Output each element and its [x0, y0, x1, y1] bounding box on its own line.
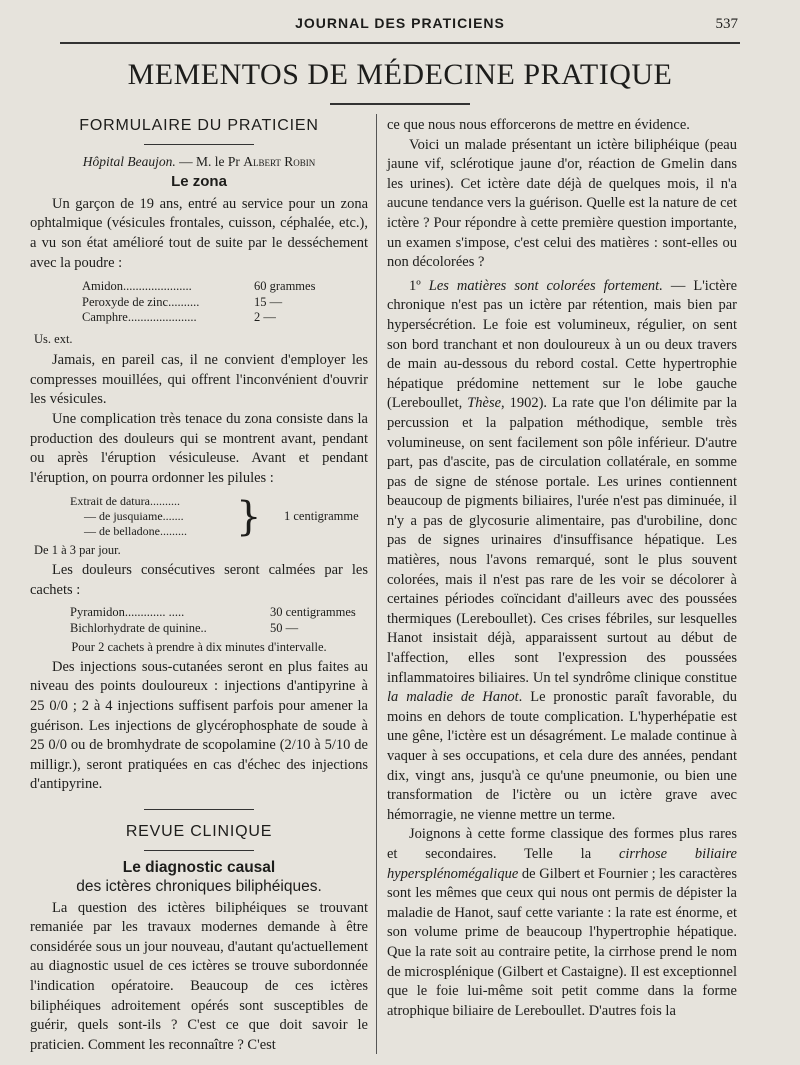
text-run: , 1902). La rate que l'on délimite par la percussion et la palpation méthodique, semble très volumineuse, on sent facilement son pôle inférieur. D'autre part, pas d'ascite, pas de circulation collatérale, en somme pas de signe de sténose portale. Les urines contiennent beaucoup de pigments biliaires, l'urée n'est pas diminuée, il n'y a pas de glycosurie alimentaire, pas d'urobiline, donc pas de signes urinaires d'insuffisance hépatique. Les matières, nous l'avons remarqué, sont le plus souvent colorées, mais il n'est pas rare de les voir se décolorer à certaines périodes coïncidant d'ailleurs avec des poussées thermiques (Lereboullet). Ces crises fébriles, sur lesquelles Hanot insistait déjà, apparaissent surtout au début de l'affection, elles sont l'expression des poussées inflammatoires biliaires. Un tel syndrôme clinique constitue — [387, 395, 737, 686]
italic-run: Les matières sont colorées fortement. — [428, 277, 663, 294]
rx-dose: 60 grammes — [254, 279, 316, 294]
rx-row — [82, 295, 368, 311]
text-run: de Gilbert et Fournier ; les caractères sont les mêmes que ceux qui nous ont permis de dépister la maladie de Hanot, sauf cette variante : la rate est énorme, et son volume prime de beaucoup l'hypertrophie hépatique. Que la rate soit au contraire petite, la cirrhose prend le nom de microsplénique (Gilbert et Castaigne). Il est exceptionnel que le foie lui-même soit petit comme dans la forme atrophique biliaire de Lereboullet. D'autres fois la — [387, 865, 737, 1019]
paragraph: La question des ictères biliphéiques se trouvant remaniée par les travaux modernes demande à être considérée sous un jour nouveau, d'autant qu'actuellement au diagnostic usuel de ces ictères se trouve subordonnée l'indication opératoire. Beaucoup de ces ictères biliphéiques adroitement opérés sont susceptibles de guérir, quels sont-ils ? C'est ce que doit savoir le praticien. Comment les reconnaître ? C'est — [30, 899, 368, 1053]
rx-dose: 50 — — [270, 620, 299, 635]
main-title: MEMENTOS DE MÉDECINE PRATIQUE — [127, 58, 673, 91]
column-divider — [376, 114, 377, 1054]
right-column — [387, 116, 737, 1021]
rx-dose: 30 centigrammes — [270, 605, 356, 620]
author-name: Albert Robin — [243, 153, 316, 169]
page-header — [62, 12, 738, 36]
text-run: . Le pronostic paraît favorable, du moins en dehors de toute complication. L'hyperhépatie est une gêne, l'ictère est un désagrément. Le malade continue à vaquer à ses occupations, et cela dure des années, pendant dix, vingt ans, jusqu'à ce qu'une pneumonie, ou bien une transformation de l'ictère ou un ictère grave avec hémorragie, ne vienne mettre un terme. — [387, 689, 737, 823]
paragraph: Une complication très tenace du zona consiste dans la production des douleurs qui se montrent avant, pendant ou après l'éruption vésiculeuse. Avant et pendant l'éruption, on pourra ordonner les pilules : — [30, 411, 368, 486]
paragraph: ce que nous nous efforcerons de mettre en évidence. — [387, 117, 690, 133]
hospital-line — [30, 152, 368, 172]
rx-dose: 1 centigramme — [284, 509, 359, 524]
italic-run: cirrhose biliaire hypersplénomégalique — [387, 845, 737, 882]
italic-run: la maladie de Hanot — [387, 689, 519, 706]
zona-subtitle: Le zona — [171, 173, 227, 191]
revue-subtitle-line2: des ictères chroniques biliphéiques. — [76, 877, 322, 895]
usage-note: Us. ext. — [34, 331, 73, 346]
section-rule — [144, 144, 254, 145]
prescription-pills — [70, 494, 368, 539]
rx-ingredient: Camphre...................... — [82, 310, 197, 325]
rx-row — [82, 279, 368, 295]
revue-title: REVUE CLINIQUE — [125, 822, 273, 840]
paragraph: Un garçon de 19 ans, entré au service pour un zona ophtalmique (vésicules frontales, cuisson, céphalée, etc.), a vu son état amélioré tout de suite par le desséchement avec la poudre : — [30, 195, 368, 271]
rx-row — [70, 621, 368, 637]
revue-subtitle — [30, 858, 368, 896]
page-number: 537 — [715, 16, 738, 32]
paragraph: Des injections sous-cutanées seront en plus faites au niveau des points douloureux : injections d'antipyrine à 25 0/0 ; 2 à 4 injections suffisent parfois pour amener la guérison. Les injections de glycérophosphate de soude à 25 0/0 ou de bromhydrate de scopolamine (2/10 à 5/10 de milligr.), seront pratiquées en cas d'échec des injections d'antipyrine. — [30, 658, 368, 793]
paragraph: Jamais, en pareil cas, il ne convient d'employer les compresses mouillées, qui offrent l'inconvénient d'ouvrir les vésicules. — [30, 352, 368, 408]
rx-row — [82, 310, 368, 326]
paragraph — [387, 277, 737, 826]
hospital-sep: — M. le Pr — [175, 153, 244, 169]
rx-dose: 15 — — [254, 294, 283, 309]
paragraph: Les douleurs consécutives seront calmées par les cachets : — [30, 562, 368, 598]
rx-ingredient: Amidon...................... — [82, 279, 192, 294]
paragraph: Voici un malade présentant un ictère biliphéique (peau jaune vif, sclérotique jaune d'or, réaction de Gmelin dans les urines). Cet ictère date déjà de quelques mois, il n'a aucune tendance vers la guérison. Quelle est la nature de cet ictère ? Pour répondre à cette première question importante, un examen s'impose, c'est celui des matières : sont-elles ou non décolorées ? — [387, 136, 737, 271]
rx-ingredient: Peroxyde de zinc.......... — [82, 294, 200, 309]
revue-subtitle-line1: Le diagnostic causal — [122, 858, 276, 876]
rx-ingredient: Pyramidon............. ..... — [70, 605, 185, 620]
text-run: Joignons à cette forme classique des formes plus rares et secondaires. Telle la — [387, 826, 737, 862]
paragraph — [387, 825, 737, 1021]
text-run: 1º — [409, 277, 429, 294]
dosage-note: Pour 2 cachets à prendre à dix minutes d'intervalle. — [71, 640, 327, 655]
title-rule — [330, 103, 470, 105]
rx-row — [70, 605, 368, 621]
header-rule — [60, 42, 740, 44]
prescription-cachets — [70, 605, 368, 636]
brace-icon: } — [236, 494, 262, 541]
hospital-name: Hôpital Beaujon. — [82, 153, 176, 169]
left-column — [30, 116, 368, 1055]
rx-ingredient: Extrait de datura.......... — [70, 494, 180, 509]
section-separator — [144, 809, 254, 810]
rx-ingredient: Bichlorhydrate de quinine.. — [70, 620, 207, 635]
italic-run: Thèse — [467, 395, 502, 412]
formulaire-title: FORMULAIRE DU PRATICIEN — [79, 117, 319, 134]
text-run: — L'ictère chronique n'est pas un ictère par rétention, mais bien par hypersécrétion. Le foie est volumineux, régulier, on sent son bord tranchant et non douloureux à un ou deux travers de main au-dessous du rebord costal. Cette hypertrophie hépatique prédomine nettement sur le lobe gauche (Lereboullet, — [387, 277, 738, 412]
running-title: JOURNAL DES PRATICIENS — [295, 15, 505, 31]
rx-dose: 2 — — [254, 310, 276, 325]
prescription-powder — [82, 279, 368, 326]
rx-ingredient: — de belladone......... — [84, 524, 187, 539]
dosage-note: De 1 à 3 par jour. — [34, 543, 121, 558]
section-rule — [144, 850, 254, 851]
rx-ingredient: — de jusquiame....... — [84, 509, 184, 524]
